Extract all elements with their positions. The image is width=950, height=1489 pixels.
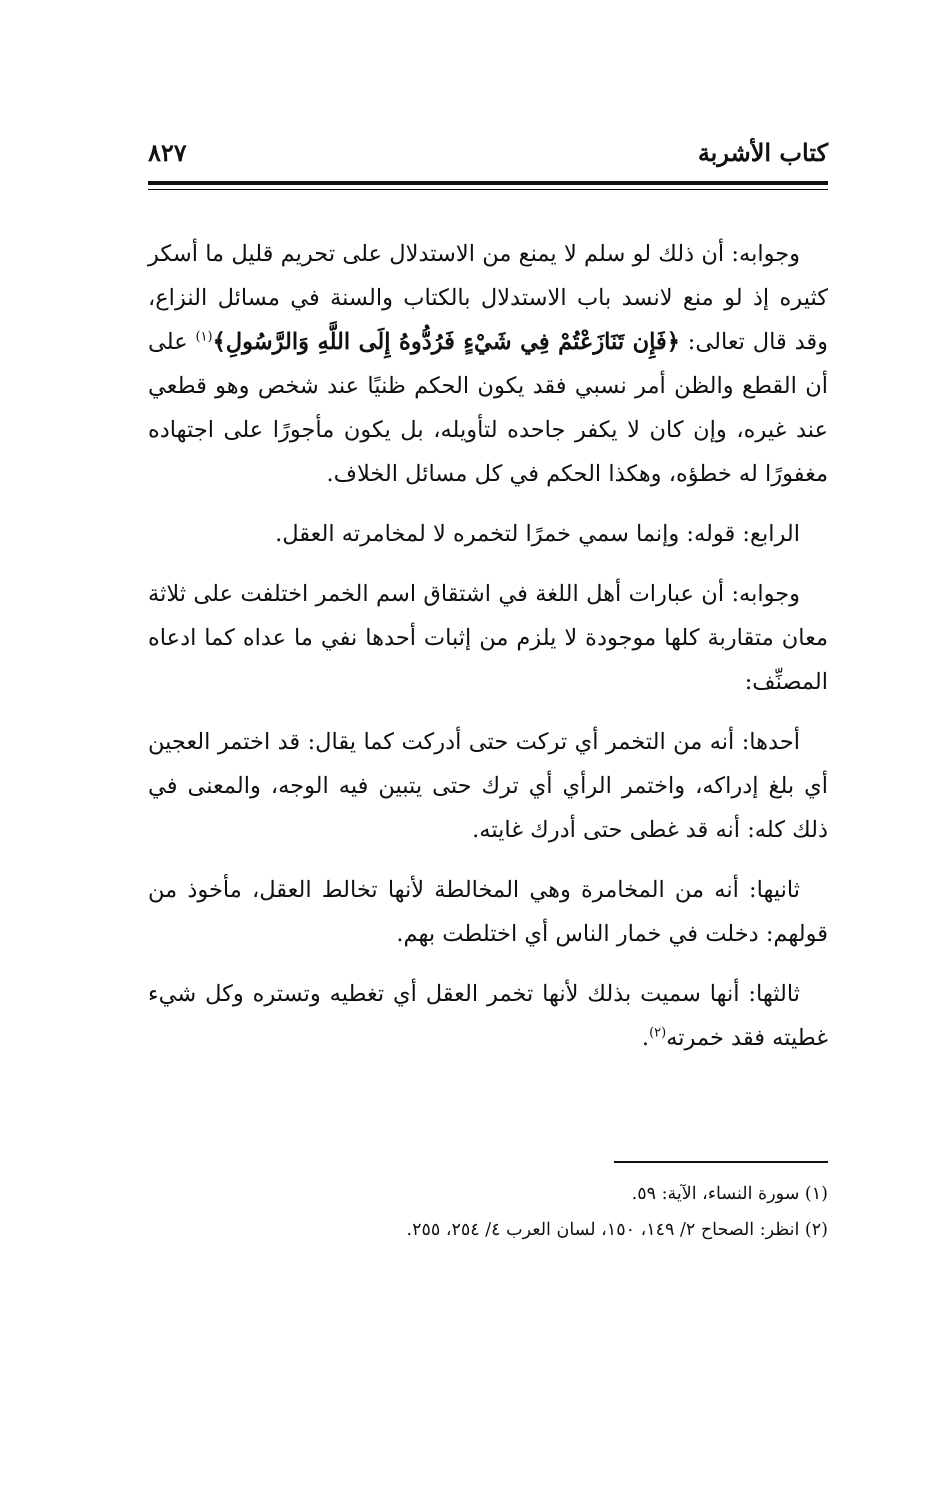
footnote-ref-2: (٢) [649,1025,667,1041]
paragraph-meaning-1: أحدها: أنه من التخمر أي تركت حتى أدركت كما يقال: قد اختمر العجين أي بلغ إدراكه، واختمر الرأي أي ترك حتى يتبين فيه الوجه، والمعنى في ذلك كله: أنه قد غطى حتى أدرك غايته. [148,729,828,843]
paragraph-meaning-2: ثانيها: أنه من المخامرة وهي المخالطة لأنها تخالط العقل، مأخوذ من قولهم: دخلت في خمار الناس أي اختلطت بهم. [148,877,828,947]
footnote-separator [614,1161,828,1163]
footnote-1: (١) سورة النساء، الآية: ٥٩. [631,1184,828,1204]
paragraph-text: . [641,1025,650,1051]
paragraph-answer-2: وجوابه: أن عبارات أهل اللغة في اشتقاق اسم الخمر اختلفت على ثلاثة معان متقاربة كلها موجودة لا يلزم من إثبات أحدها نفي ما عداه كما ادعاه المصنِّف: [148,581,828,695]
paragraph-meaning-3 [148,972,828,1060]
paragraph-answer-1 [148,232,828,496]
paragraph-fourth-point: الرابع: قوله: وإنما سمي خمرًا لتخمره لا لمخامرته العقل. [275,521,800,547]
paragraph-text: ثالثها: أنها سميت بذلك لأنها تخمر العقل أي تغطيه وتستره وكل شيء غطيته فقد خمرته [148,981,828,1051]
paragraph-text: وجوابه: أن ذلك لو سلم لا يمنع من الاستدلال على تحريم قليل ما أسكر كثيره إذ لو منع لانسد باب الاستدلال بالكتاب والسنة في مسائل النزاع، وقد قال تعالى: [148,241,828,355]
footnotes [148,1176,828,1248]
footnote-2: (٢) انظر: الصحاح ٢/ ١٤٩، ١٥٠، لسان العرب ٤/ ٢٥٤، ٢٥٥. [406,1220,828,1240]
page-number: ٨٢٧ [148,138,187,167]
book-title: كتاب الأشربة [697,138,828,167]
main-text [148,232,828,1076]
quran-verse: ﴿فَإِن تَنَازَعْتُمْ فِي شَيْءٍ فَرُدُّوهُ إِلَى اللَّهِ وَالرَّسُولِ﴾ [212,329,680,355]
header-rule-thin [148,189,828,190]
footnote-ref-1: (١) [195,329,213,345]
header-rule-thick [148,181,828,185]
running-header [148,138,828,178]
paragraph-text: على أن القطع والظن أمر نسبي فقد يكون الحكم ظنيًا عند شخص وهو قطعي عند غيره، وإن كان لا يكفر جاحده لتأويله، بل يكون مأجورًا على اجتهاده مغفورًا له خطؤه، وهكذا الحكم في كل مسائل الخلاف. [148,329,828,487]
